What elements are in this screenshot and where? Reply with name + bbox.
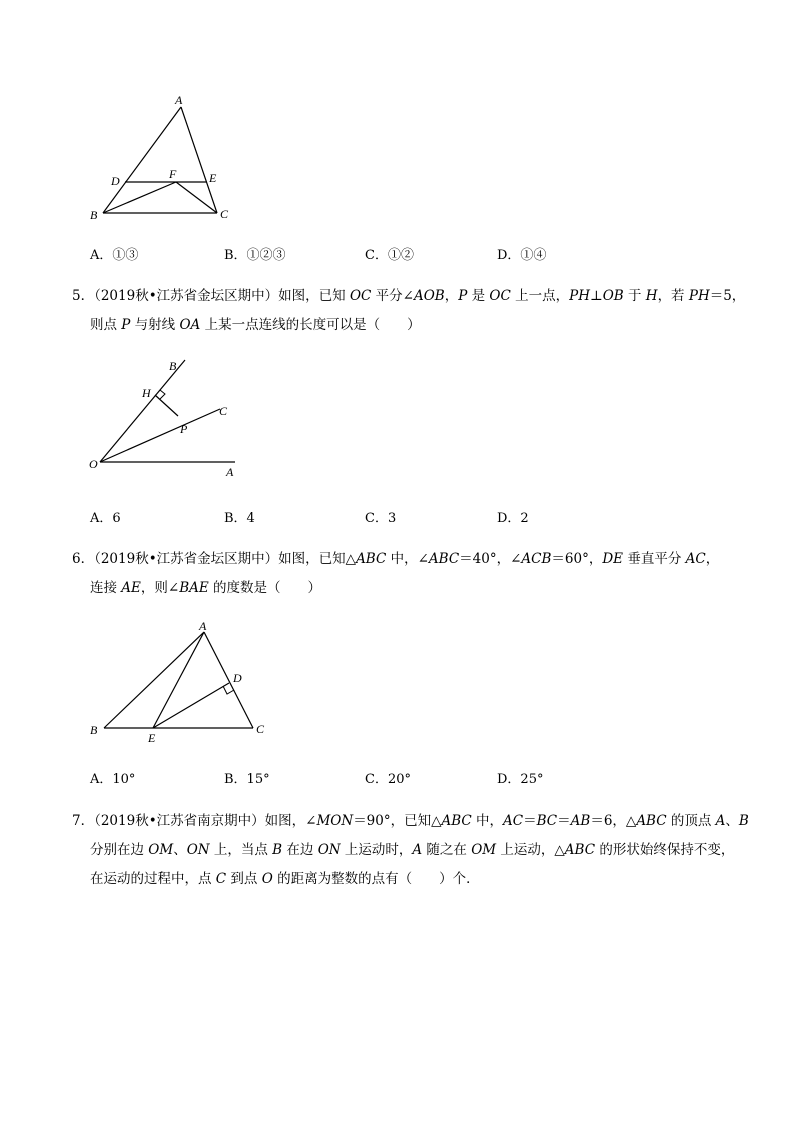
label-C: C [219,404,228,418]
q5-source: （2019秋•江苏省金坛区期中） [94,288,279,304]
label-P: P [180,422,188,436]
q4-option-d[interactable]: D．①④ [497,248,547,263]
q5-options [90,507,710,527]
q4-option-b[interactable]: B．①②③ [224,248,286,263]
question-5 [72,282,762,340]
q6-line-2: 连接 AE，则∠BAE 的度数是（ ） [90,580,322,596]
q6-number: 6． [72,551,95,567]
q5-option-a[interactable]: A．6 [90,511,121,526]
label-O: O [89,457,98,471]
q5-line-2: 则点 P 与射线 OA 上某一点连线的长度可以是（ ） [90,317,421,333]
segment-AC [181,107,217,213]
q7-line-3: 在运动的过程中，点 C 到点 O 的距离为整数的点有（ ）个． [90,871,480,887]
right-angle-mark-h [160,390,165,399]
label-H: H [142,386,151,400]
q4-option-a[interactable]: A．①③ [90,248,139,263]
label-A: A [226,465,234,479]
label-F: F [169,167,177,181]
label-A: A [175,93,183,107]
q6-option-b[interactable]: B．15° [224,772,270,787]
label-D: D [111,174,120,188]
ray-OC [100,409,220,462]
segment-AE [153,632,204,728]
q4-options [90,244,710,264]
label-D: D [233,671,242,685]
label-C: C [256,722,265,736]
q6-option-c[interactable]: C．20° [365,772,411,787]
q7-line-1: 7．（2019秋•江苏省南京期中）如图，∠MON＝90°，已知△ABC 中，AC＝BC＝AB＝6，△ABC 的顶点 A、B [72,813,749,829]
label-A: A [199,619,207,633]
q5-option-b[interactable]: B．4 [224,511,255,526]
q6-options [90,768,710,788]
segment-PH [155,395,178,416]
label-E: E [148,731,156,745]
label-B: B [90,723,98,737]
q5-option-c[interactable]: C．3 [365,511,397,526]
question-6 [72,545,762,603]
q6-figure [82,612,272,747]
q7-source: （2019秋•江苏省南京期中） [94,813,265,829]
segment-CF [176,182,217,213]
q4-figure-svg [80,88,240,228]
q6-figure-svg [82,612,272,747]
q5-line-1: 5．（2019秋•江苏省金坛区期中）如图，已知 OC 平分∠AOB，P 是 OC 上一点，PH⊥OB 于 H，若 PH＝5， [72,288,746,304]
q5-figure-svg [82,352,252,482]
q6-line-1: 6．（2019秋•江苏省金坛区期中）如图，已知△ABC 中，∠ABC＝40°，∠ACB＝60°，DE 垂直平分 AC， [72,551,720,567]
q7-line-2: 分别在边 OM、ON 上，当点 B 在边 ON 上运动时，A 随之在 OM 上运动，△ABC 的形状始终保持不变， [90,842,735,858]
q5-number: 5． [72,288,95,304]
label-B: B [90,208,98,222]
q6-source: （2019秋•江苏省金坛区期中） [94,551,279,567]
q5-figure [82,352,252,482]
segment-AB [103,107,181,213]
q4-figure [80,88,240,228]
q5-option-d[interactable]: D．2 [497,511,529,526]
segment-AC [204,632,253,728]
q7-number: 7． [72,813,95,829]
segment-AB [104,632,204,728]
label-E: E [209,171,217,185]
label-B: B [169,359,177,373]
q6-option-a[interactable]: A．10° [90,772,136,787]
question-7 [72,807,762,894]
q6-option-d[interactable]: D．25° [497,772,544,787]
q4-option-c[interactable]: C．①② [365,248,414,263]
label-C: C [220,207,229,221]
